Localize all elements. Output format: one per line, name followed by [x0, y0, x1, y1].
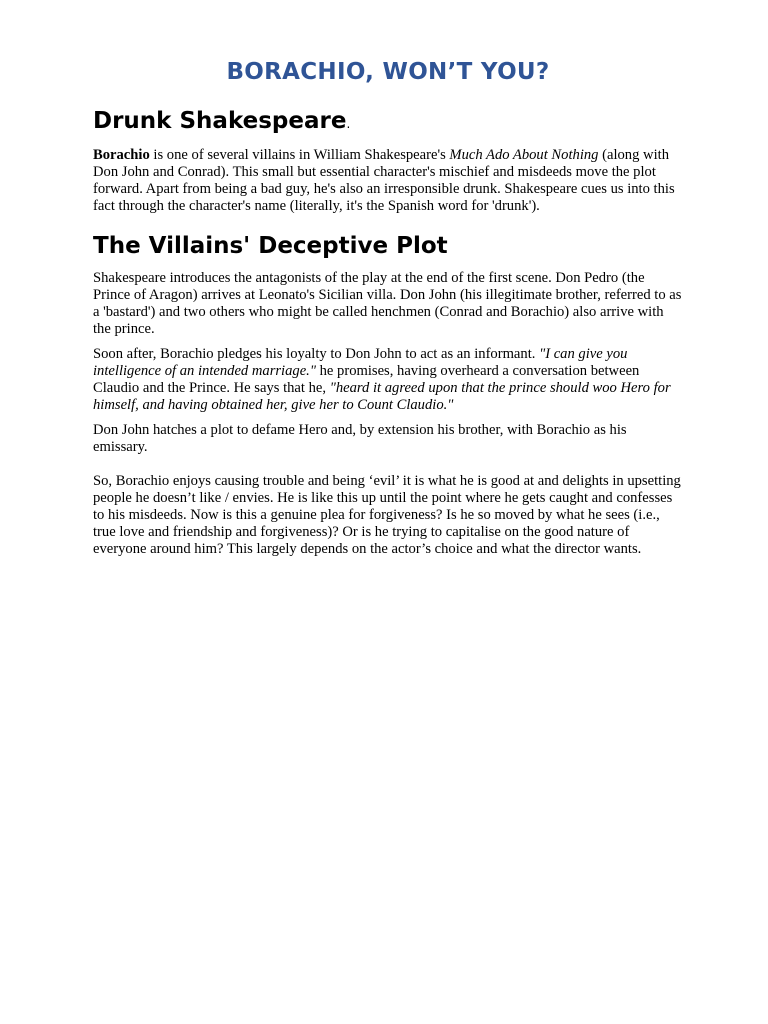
play-title-italic: Much Ado About Nothing	[449, 147, 599, 163]
paragraph-text: he promises, having overheard a conversation between Claudio and the Prince. He says that he,	[93, 363, 640, 396]
paragraph-antagonists: Shakespeare introduces the antagonists of the play at the end of the first scene. Don Pedro (the Prince of Aragon) arrives at Leonato's Sicilian villa. Don John (his illegitimate brother, referred to as a 'bastard') and two others who might be called henchmen (Conrad and Borachio) also arrive with the prince.	[93, 270, 682, 337]
quote-italic: "heard it agreed upon that the prince should woo Hero for himself, and having obtained her, give her to Count Claudio."	[93, 380, 671, 413]
paragraph-plot: Don John hatches a plot to defame Hero and, by extension his brother, with Borachio as his emissary.	[93, 422, 627, 455]
paragraph-borachio-intro	[93, 147, 683, 215]
document-page	[93, 56, 683, 566]
heading-period: .	[346, 117, 351, 131]
paragraph-text: Soon after, Borachio pledges his loyalty to Don John to act as an informant.	[93, 346, 540, 362]
section-heading-villains-plot: The Villains' Deceptive Plot	[93, 233, 448, 259]
document-title: BORACHIO, WON’T YOU?	[226, 59, 550, 85]
paragraph-analysis: So, Borachio enjoys causing trouble and being ‘evil’ it is what he is good at and delights in upsetting people he doesn’t like / envies. He is like this up until the point where he gets caught and confesses to his misdeeds. Now is this a genuine plea for forgiveness? Is he so moved by what he sees (i.e., true love and friendship and forgiveness)? Or is he trying to capitalise on the good nature of everyone around him? This largely depends on the actor’s choice and what the director wants.	[93, 473, 681, 557]
section-heading-text: Drunk Shakespeare	[93, 108, 347, 134]
bold-borachio: Borachio	[93, 147, 150, 163]
paragraph-loyalty	[93, 346, 683, 414]
paragraph-text: is one of several villains in William Shakespeare's	[149, 147, 450, 163]
section-heading-drunk-shakespeare	[93, 106, 683, 139]
quote-italic: "I can give you intelligence of an intended marriage."	[93, 346, 628, 379]
paragraph-text: (along with Don John and Conrad). This small but essential character's mischief and misdeeds move the plot forward. Apart from being a bad guy, he's also an irresponsible drunk. Shakespeare cues us into this fact through the character's name (literally, it's the Spanish word for 'drunk').	[93, 147, 675, 214]
